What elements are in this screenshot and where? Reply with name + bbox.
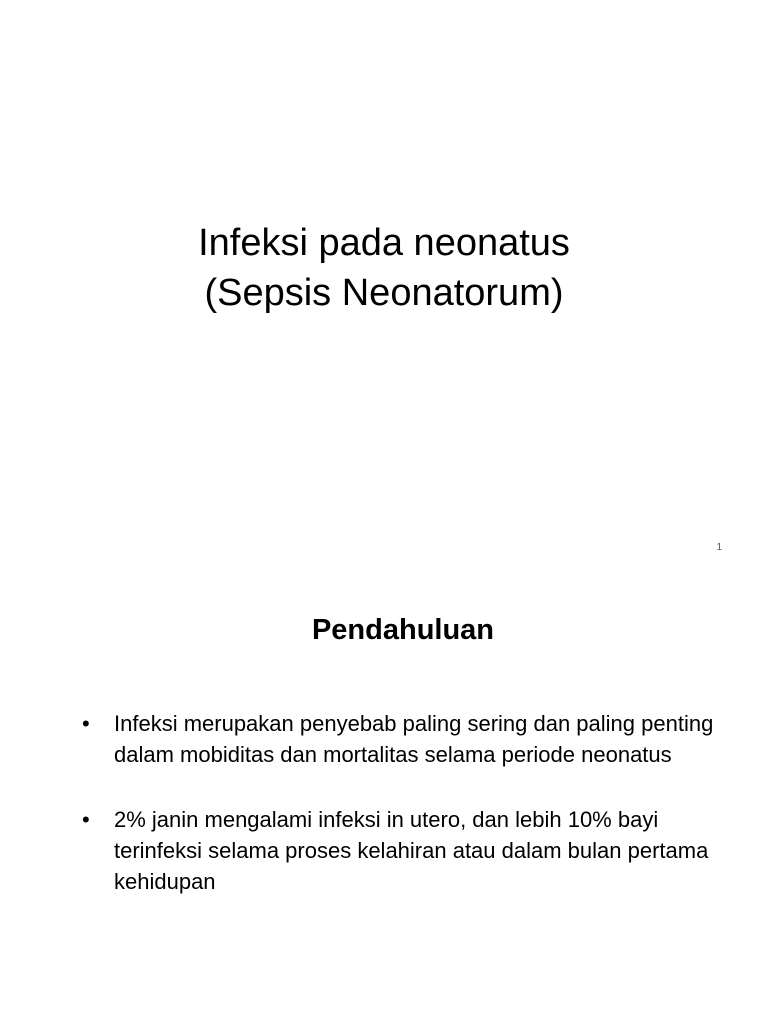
slide-title-line-1: Infeksi pada neonatus (198, 222, 570, 264)
bullet-text: Infeksi merupakan penyebab paling sering dan paling penting dalam mobiditas dan mortalitas selama periode neonatus (114, 711, 714, 767)
bullet-icon: • (82, 711, 90, 736)
bullet-item (82, 708, 732, 770)
bullet-list (82, 708, 732, 931)
page-number: 1 (716, 542, 722, 553)
section-heading: Pendahuluan (311, 614, 495, 646)
bullet-icon: • (82, 807, 90, 832)
content-slide (0, 576, 768, 1024)
bullet-text: 2% janin mengalami infeksi in utero, dan lebih 10% bayi terinfeksi selama proses kelahiran atau dalam bulan pertama kehidupan (114, 807, 709, 894)
slide-title-line-2: (Sepsis Neonatorum) (204, 272, 564, 314)
slide-title (0, 218, 768, 318)
bullet-item (82, 804, 732, 897)
